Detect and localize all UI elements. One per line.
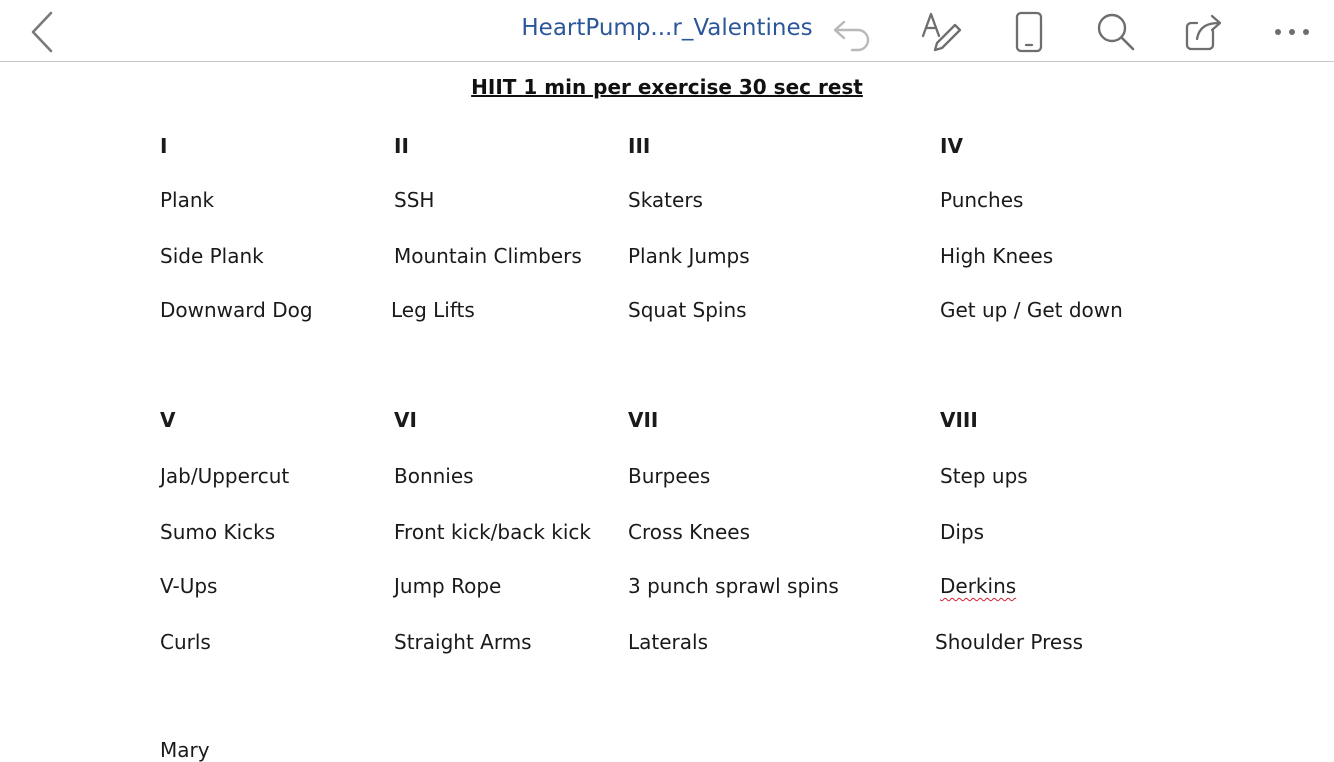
exercise-item: Plank [160, 188, 215, 212]
exercise-item: Burpees [628, 464, 711, 488]
exercise-item: Sumo Kicks [160, 520, 276, 544]
exercise-item: Jump Rope [394, 574, 502, 598]
exercise-item: Shoulder Press [935, 630, 1084, 654]
document-heading: HIIT 1 min per exercise 30 sec rest [471, 75, 863, 99]
undo-icon[interactable] [826, 6, 878, 58]
exercise-item: Side Plank [160, 244, 264, 268]
exercise-item: Skaters [628, 188, 703, 212]
section-header: II [394, 134, 409, 158]
exercise-item: Front kick/back kick [394, 520, 592, 544]
section-header: I [160, 134, 168, 158]
exercise-item: Curls [160, 630, 211, 654]
edit-pen-icon[interactable] [915, 6, 967, 58]
exercise-item-misspelled[interactable]: Derkins [940, 574, 1017, 598]
footer-text: Mary [160, 738, 210, 762]
section-header: VIII [940, 408, 978, 432]
section-header: V [160, 408, 176, 432]
document-title[interactable]: HeartPump...r_Valentines [521, 15, 813, 41]
search-icon[interactable] [1090, 6, 1142, 58]
exercise-item: Leg Lifts [391, 298, 475, 322]
exercise-item: 3 punch sprawl spins [628, 574, 839, 598]
exercise-item: Get up / Get down [940, 298, 1123, 322]
top-toolbar [0, 0, 1334, 62]
exercise-item: Cross Knees [628, 520, 751, 544]
exercise-item: Mountain Climbers [394, 244, 582, 268]
exercise-item: High Knees [940, 244, 1054, 268]
exercise-item: Laterals [628, 630, 708, 654]
section-header: IV [940, 134, 963, 158]
exercise-item: V-Ups [160, 574, 218, 598]
section-header: VII [628, 408, 659, 432]
document-page[interactable] [0, 62, 1334, 762]
mobile-view-icon[interactable] [1003, 6, 1055, 58]
exercise-item: Straight Arms [394, 630, 532, 654]
exercise-item: Squat Spins [628, 298, 747, 322]
exercise-item: Downward Dog [160, 298, 313, 322]
exercise-item: Step ups [940, 464, 1028, 488]
exercise-item: SSH [394, 188, 435, 212]
section-header: VI [394, 408, 417, 432]
exercise-item: Punches [940, 188, 1024, 212]
exercise-item: Dips [940, 520, 985, 544]
exercise-item: Bonnies [394, 464, 474, 488]
more-icon[interactable] [1266, 6, 1318, 58]
share-icon[interactable] [1179, 6, 1231, 58]
section-header: III [628, 134, 651, 158]
back-chevron-icon[interactable] [16, 6, 68, 58]
exercise-item: Plank Jumps [628, 244, 750, 268]
exercise-item: Jab/Uppercut [160, 464, 290, 488]
